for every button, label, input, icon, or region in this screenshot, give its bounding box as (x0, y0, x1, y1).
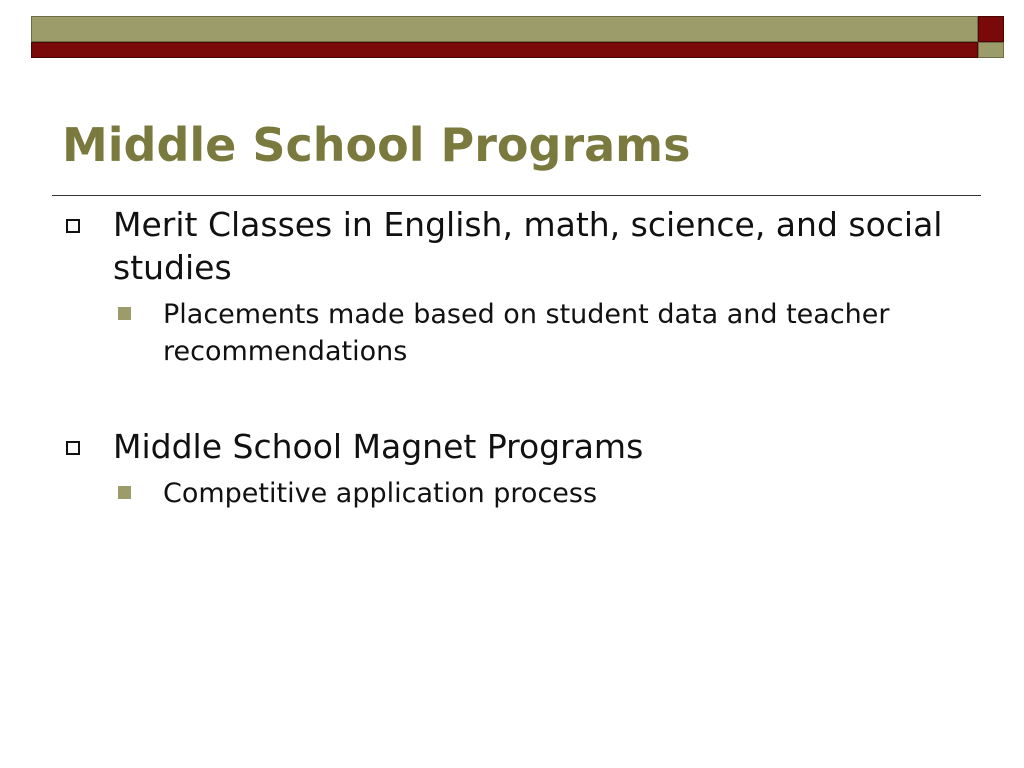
slide-title: Middle School Programs (62, 118, 691, 172)
header-bar-red (31, 42, 978, 58)
hollow-square-icon (66, 219, 80, 233)
bullet-item: Merit Classes in English, math, science, and social studies (113, 205, 943, 287)
header-bar-olive (31, 16, 978, 42)
bullet-item: Middle School Magnet Programs (113, 427, 644, 466)
hollow-square-icon (66, 441, 80, 455)
header-square-olive (978, 42, 1004, 58)
sub-bullet-item: Competitive application process (163, 478, 598, 509)
solid-square-icon (118, 307, 131, 320)
solid-square-icon (118, 486, 131, 499)
header-square-red (978, 16, 1004, 42)
sub-bullet-item: Placements made based on student data and teacher recommendations (163, 299, 890, 367)
title-divider (52, 195, 981, 196)
